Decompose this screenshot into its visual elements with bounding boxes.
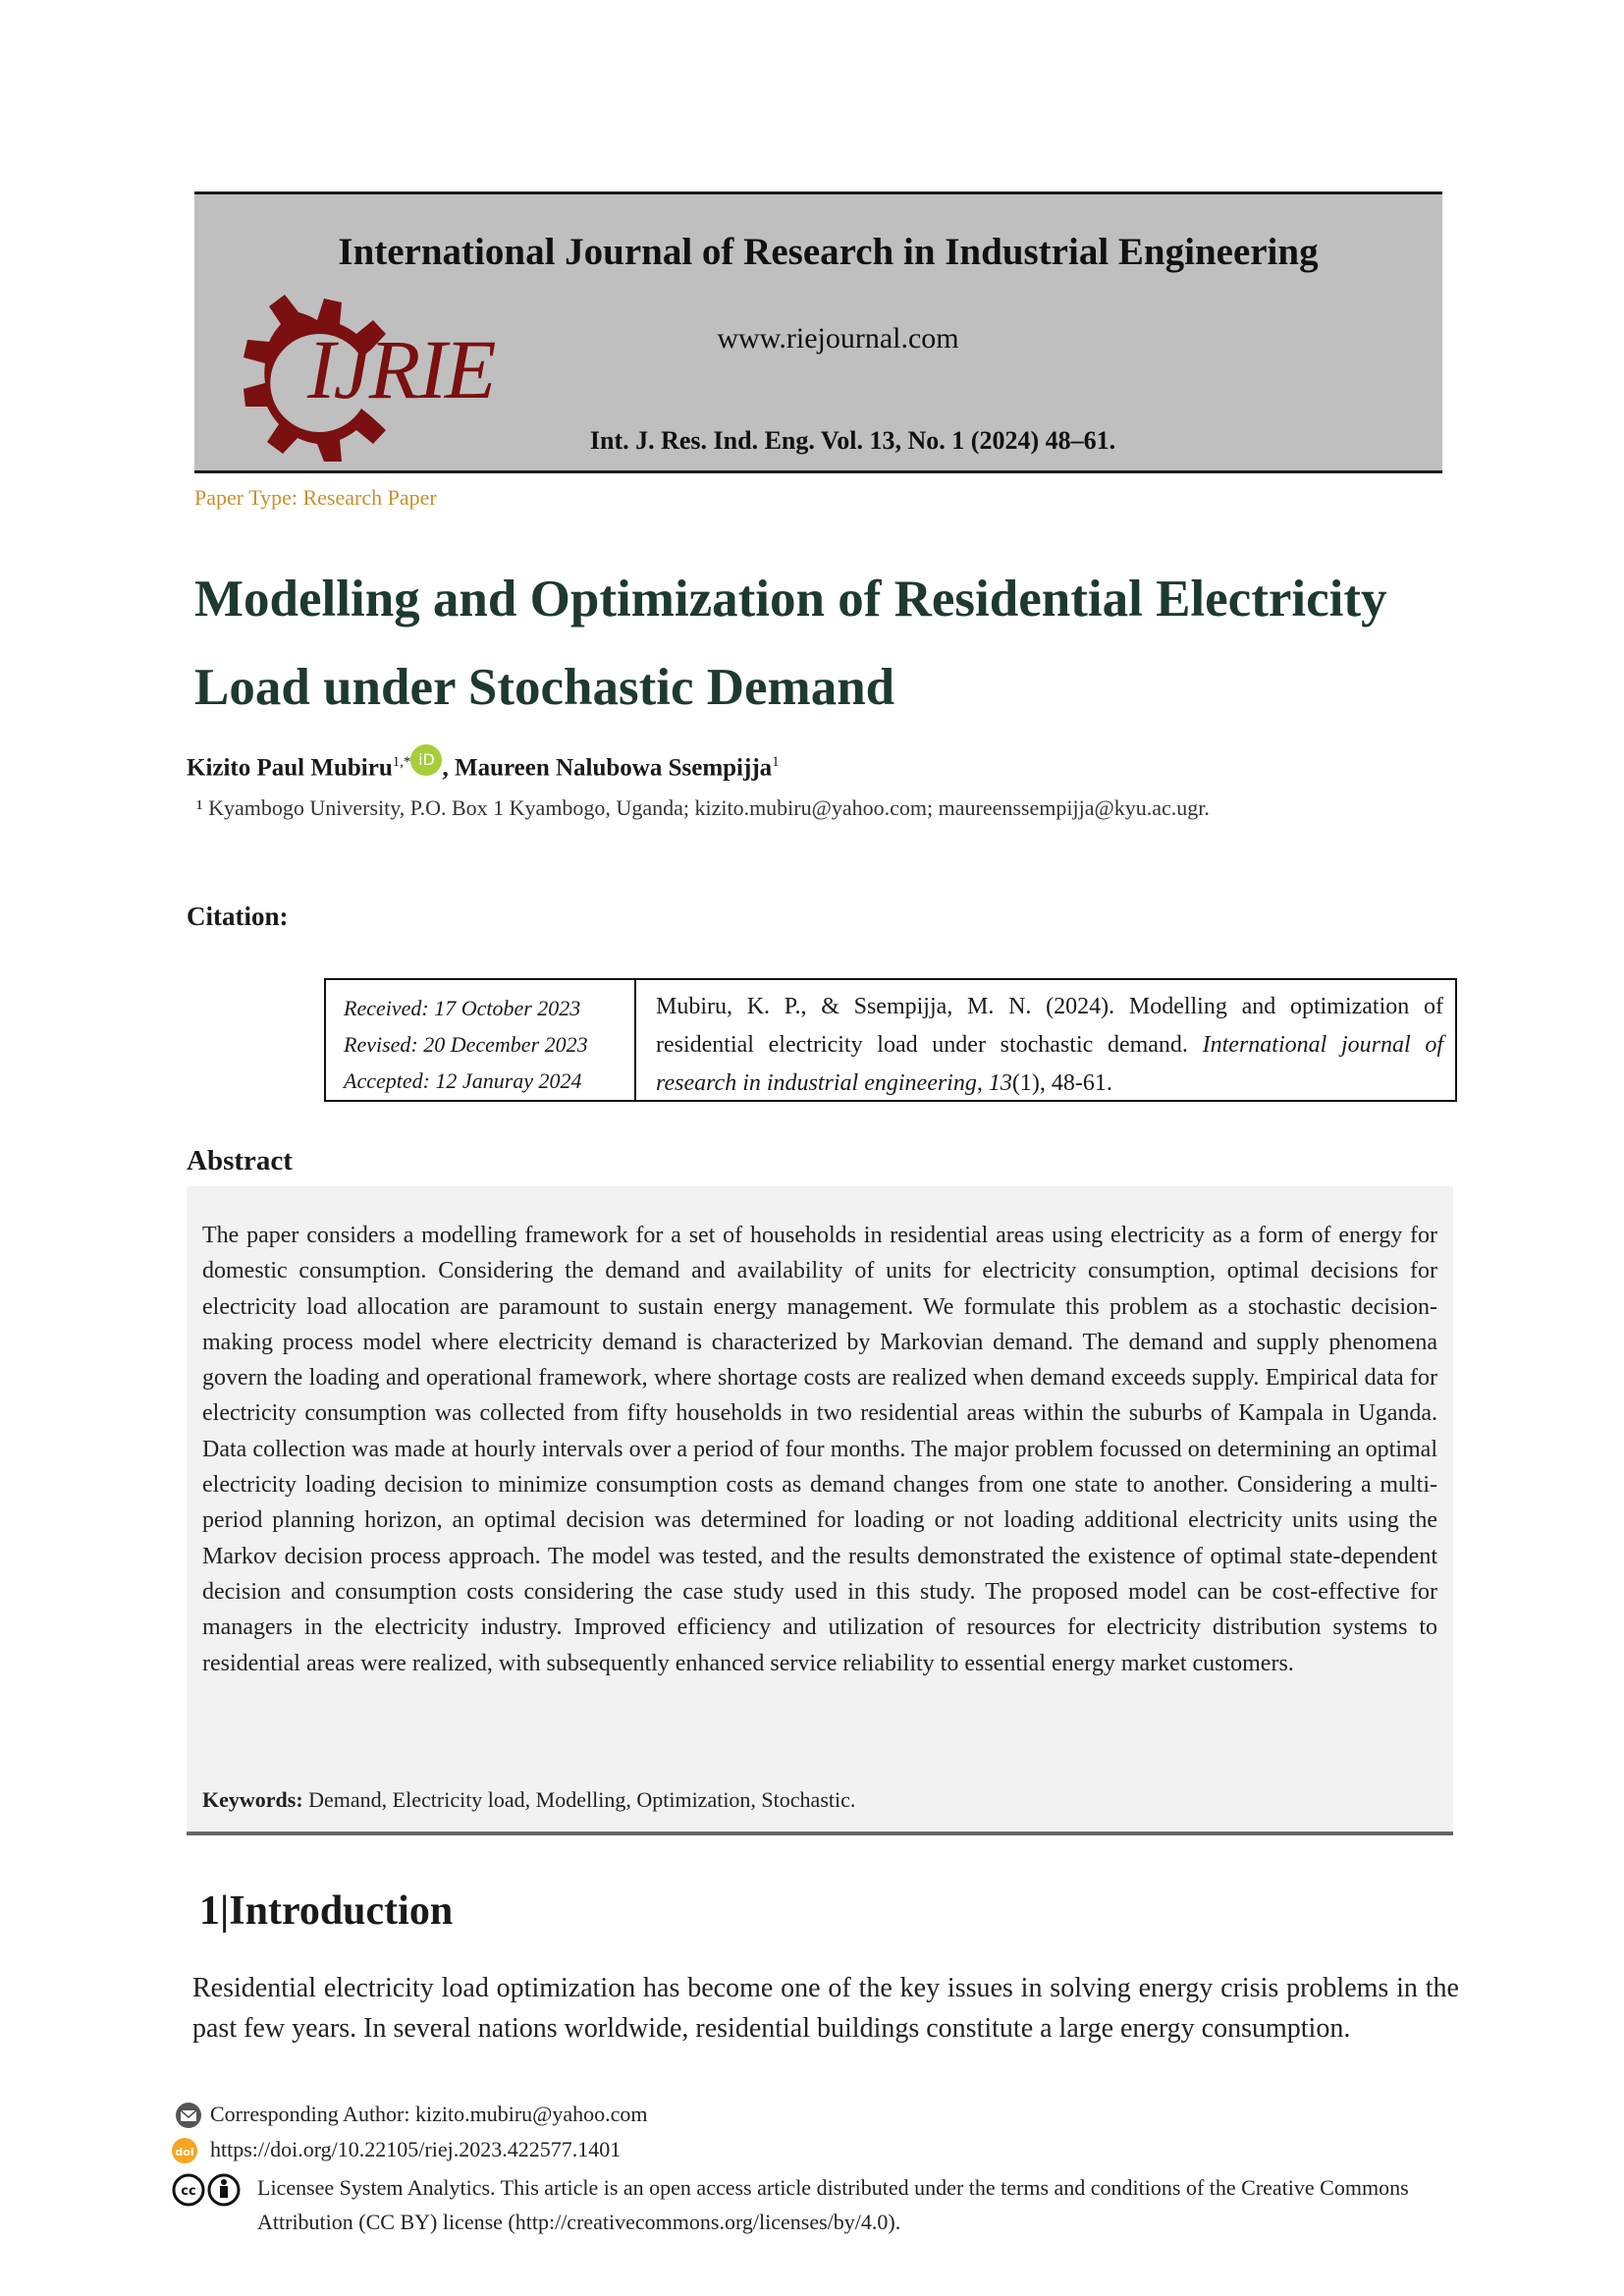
- license-statement: Licensee System Analytics. This article is an open access article distributed under the terms and conditions of the Creative Commons Attribution (CC BY) license (http://creativecommons.org/licenses/by/4.0).: [257, 2175, 1409, 2234]
- cc-icon-label: cc: [181, 2184, 196, 2199]
- citation-text: Mubiru, K. P., & Ssempijja, M. N. (2024). Modelling and optimization of residential electricity load under stochastic demand.: [656, 994, 1443, 1058]
- abstract-text: The paper considers a modelling framework for a set of households in residential areas using electricity as a form of energy for domestic consumption. Considering the demand and availability of units for electricity consumption, optimal decisions for electricity load allocation are paramount to sustain energy management. We formulate this problem as a stochastic decision-making process model where electricity demand is characterized by Markovian demand. The demand and supply phenomena govern the loading and operational framework, where shortage costs are realized when demand exceeds supply. Empirical data for electricity consumption was collected from fifty households in two residential areas within the suburbs of Kampala in Uganda. Data collection was made at hourly intervals over a period of four months. The major problem focussed on determining an optimal electricity loading decision to minimize consumption costs as demand changes from one state to another. Considering a multi-period planning horizon, an optimal decision was determined for loading or not loading additional electricity units using the Markov decision process approach. The model was tested, and the results demonstrated the existence of optimal state-dependent decision and consumption costs considering the case study used in this study. The proposed model can be cost-effective for managers in the electricity industry. Improved efficiency and utilization of resources for electricity distribution systems to residential areas were realized, with subsequently enhanced service reliability to essential energy market customers.: [202, 1223, 1437, 1676]
- journal-url-link[interactable]: www.riejournal.com: [717, 322, 959, 355]
- keywords-line: [202, 1787, 855, 1813]
- keywords-list: Demand, Electricity load, Modelling, Optimization, Stochastic.: [302, 1787, 856, 1812]
- doi-icon: [171, 2137, 198, 2168]
- journal-logo: [224, 281, 495, 463]
- paper-type-label: Paper Type: Research Paper: [194, 485, 437, 510]
- author-name: Kizito Paul Mubiru: [187, 754, 393, 782]
- section-heading-introduction: 1|Introduction: [199, 1888, 454, 1934]
- abstract-heading: Abstract: [187, 1145, 293, 1176]
- author-affiliation-marker: 1,*: [392, 754, 411, 770]
- dates-cell: [326, 980, 636, 1100]
- introduction-paragraph: Residential electricity load optimization has become one of the key issues in solving energy crisis problems in the past few years. In several nations worldwide, residential buildings constitute a large energy consumption.: [192, 1973, 1459, 2044]
- affiliation-line: ¹ Kyambogo University, P.O. Box 1 Kyambogo, Uganda; kizito.mubiru@yahoo.com; maureenssempijja@kyu.ac.ugr.: [196, 795, 1210, 820]
- corresponding-author: Corresponding Author: kizito.mubiru@yahoo.com: [210, 2102, 648, 2126]
- journal-header-banner: [194, 191, 1442, 473]
- citation-table: [324, 978, 1457, 1102]
- logo-text: IJRIE: [307, 322, 495, 416]
- email-icon: [175, 2102, 202, 2133]
- author-list: [187, 750, 780, 782]
- author-name: Maureen Nalubowa Ssempijja: [454, 754, 773, 782]
- citation-text-cell: [636, 980, 1457, 1100]
- doi-link[interactable]: https://doi.org/10.22105/riej.2023.422577.1401: [210, 2137, 622, 2161]
- accepted-date: Accepted: 12 Januray 2024: [344, 1068, 582, 1093]
- abstract-box: [187, 1186, 1453, 1835]
- author-affiliation-marker: 1: [772, 754, 780, 770]
- citation-issue: (1), 48-61.: [1011, 1070, 1112, 1096]
- received-date: Received: 17 October 2023: [344, 996, 581, 1020]
- doi-icon-label: doi: [175, 2146, 194, 2159]
- citation-journal: International journal of research in industrial engineering, 13: [656, 1032, 1444, 1096]
- journal-name: International Journal of Research in Industrial Engineering: [338, 231, 1319, 273]
- keywords-label: Keywords:: [202, 1787, 303, 1812]
- citation-label: Citation:: [187, 902, 289, 931]
- paper-title: Modelling and Optimization of Residential Electricity Load under Stochastic Demand: [194, 571, 1387, 716]
- cc-by-license-icon: [171, 2172, 249, 2212]
- revised-date: Revised: 20 December 2023: [344, 1032, 588, 1057]
- author-separator: ,: [442, 754, 455, 782]
- orcid-icon[interactable]: iD: [410, 744, 442, 776]
- journal-reference: Int. J. Res. Ind. Eng. Vol. 13, No. 1 (2024) 48–61.: [589, 426, 1116, 455]
